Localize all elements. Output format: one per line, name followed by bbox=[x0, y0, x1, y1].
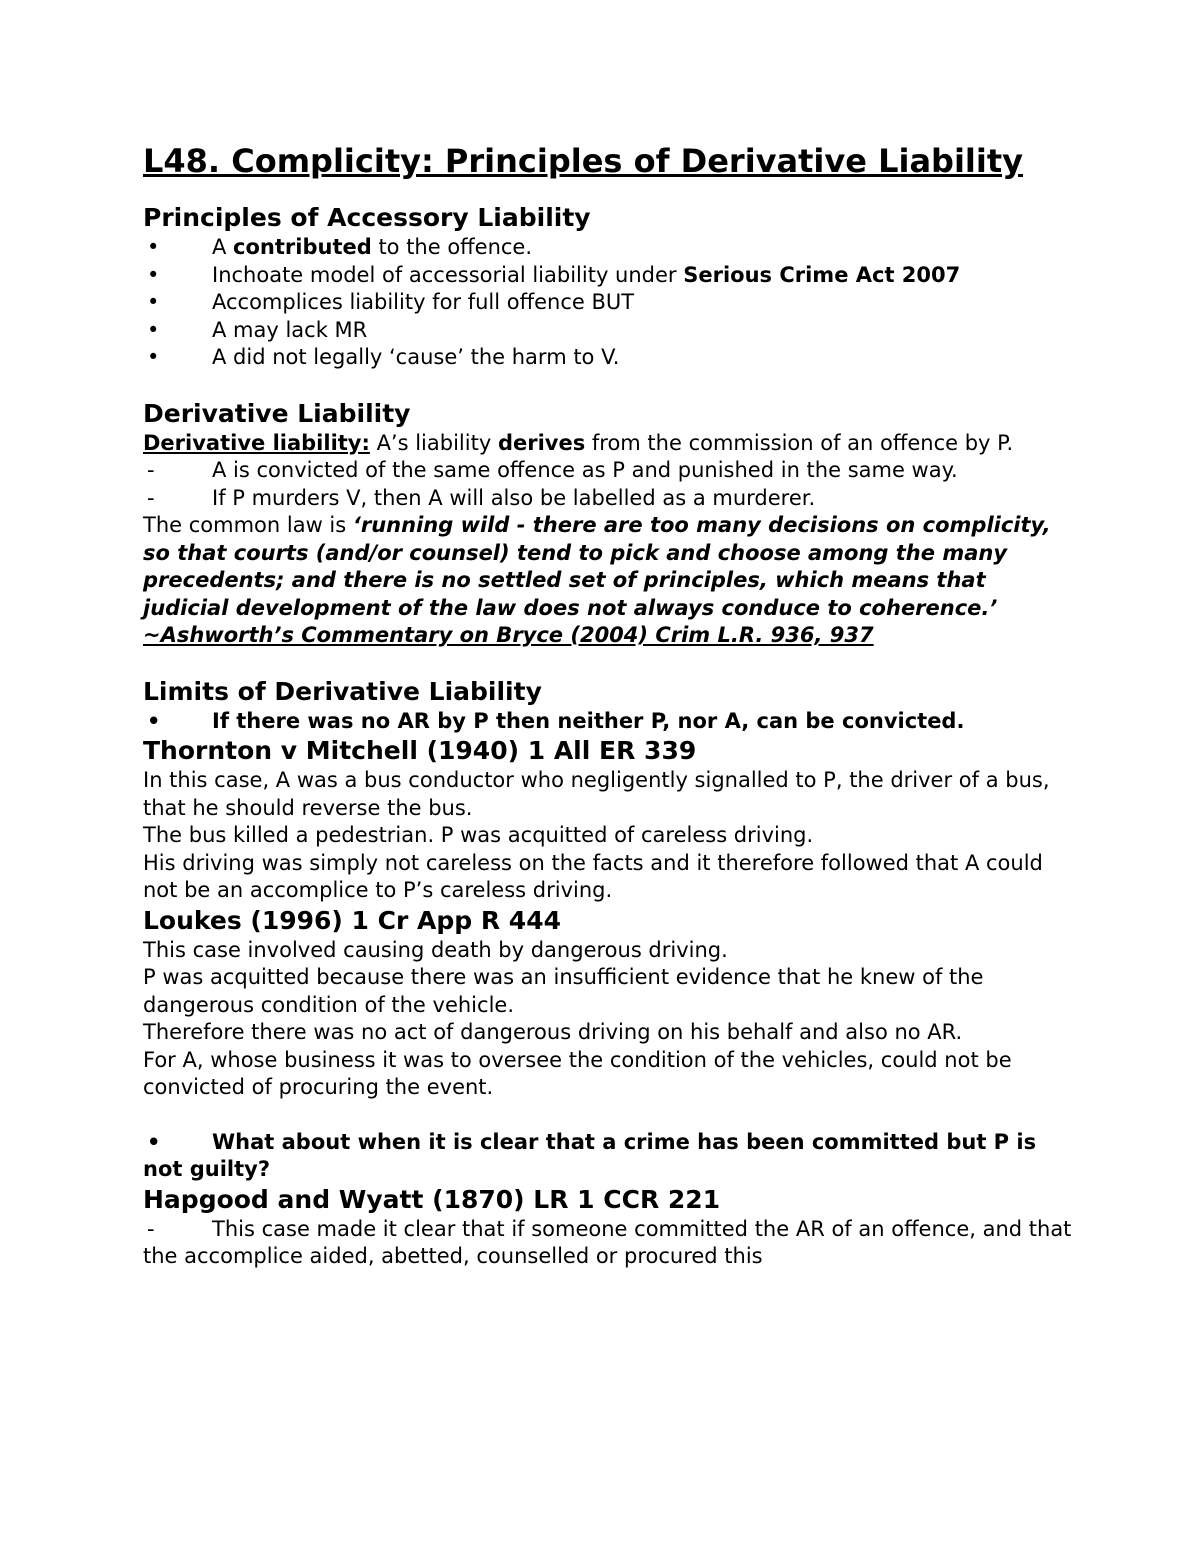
document-body bbox=[143, 140, 1073, 1271]
bold-text-run: Serious Crime Act 2007 bbox=[683, 262, 961, 287]
list-item-text: A is convicted of the same offence as P and punished in the same way. bbox=[212, 458, 958, 482]
definition-label: Derivative liability: bbox=[143, 430, 370, 455]
list-item bbox=[143, 457, 1073, 485]
dash-marker: - bbox=[147, 1216, 155, 1241]
list-item bbox=[143, 289, 1073, 317]
text-run: Inchoate model of accessorial liability under bbox=[212, 262, 684, 287]
list-item bbox=[143, 234, 1073, 262]
text-run: from the commission of an offence by P. bbox=[585, 430, 1014, 455]
case-paragraph: P was acquitted because there was an insufficient evidence that he knew of the dangerous condition of the vehicle. bbox=[143, 965, 984, 1017]
bullet-marker: • bbox=[147, 262, 160, 287]
bullet-marker: • bbox=[147, 708, 161, 733]
bullet-marker: • bbox=[147, 290, 160, 314]
case-heading-thornton: Thornton v Mitchell (1940) 1 All ER 339 bbox=[143, 736, 697, 765]
page-title: L48. Complicity: Principles of Derivative Liability bbox=[143, 142, 1023, 180]
blank-line bbox=[143, 1102, 1073, 1129]
quote-text: ‘running wild - there are too many decisions on complicity, so that courts (and/or counsel) tend to pick and choose among the many precedents; and there is no settled set of principles, which means that judicial development of the law does not always conduce to coherence.’ bbox=[143, 513, 1051, 620]
section-heading-derivative-liability: Derivative Liability bbox=[143, 398, 411, 428]
list-item bbox=[143, 317, 1073, 345]
bold-text-run: derives bbox=[497, 430, 586, 455]
list-item bbox=[143, 1216, 1073, 1271]
case-paragraph: In this case, A was a bus conductor who negligently signalled to P, the driver of a bus, that he should reverse the bus. bbox=[143, 768, 1050, 820]
text-run: A bbox=[212, 235, 234, 259]
dash-marker: - bbox=[147, 485, 155, 510]
bullet-marker: • bbox=[147, 235, 160, 259]
list-item-text: If there was no AR by P then neither P, nor A, can be convicted. bbox=[212, 708, 965, 733]
list-item-text bbox=[212, 234, 1073, 262]
list-item-text: If P murders V, then A will also be labelled as a murderer. bbox=[212, 485, 816, 510]
section-heading-accessory-liability: Principles of Accessory Liability bbox=[143, 203, 591, 232]
case-heading-hapgood: Hapgood and Wyatt (1870) LR 1 CCR 221 bbox=[143, 1184, 721, 1214]
list-item-text: What about when it is clear that a crime has been committed but P is not guilty? bbox=[143, 1129, 1037, 1181]
quote-paragraph bbox=[143, 512, 1073, 622]
text-run: The common law is bbox=[143, 513, 353, 537]
citation: ~Ashworth’s Commentary on Bryce (2004) Crim L.R. 936, 937 bbox=[143, 623, 874, 647]
list-item bbox=[143, 262, 1073, 290]
case-paragraph: Therefore there was no act of dangerous driving on his behalf and also no AR. bbox=[143, 1020, 963, 1044]
case-paragraph: This case involved causing death by dangerous driving. bbox=[143, 937, 728, 962]
list-item-text: A did not legally ‘cause’ the harm to V. bbox=[212, 345, 620, 369]
definition-paragraph bbox=[143, 430, 1073, 458]
list-item bbox=[143, 344, 1073, 372]
list-item bbox=[143, 708, 1073, 736]
case-paragraph: His driving was simply not careless on the facts and it therefore followed that A could not be an accomplice to P’s careless driving. bbox=[143, 850, 1043, 902]
bullet-marker: • bbox=[147, 317, 160, 342]
list-item bbox=[143, 485, 1073, 513]
list-item-text: Accomplices liability for full offence BUT bbox=[212, 290, 635, 314]
list-item-text bbox=[212, 262, 1073, 290]
text-run: A’s liability bbox=[369, 430, 498, 455]
section-heading-limits: Limits of Derivative Liability bbox=[143, 676, 542, 706]
list-item-text: A may lack MR bbox=[212, 317, 368, 342]
list-item-text: This case made it clear that if someone committed the AR of an offence, and that the accomplice aided, abetted, counselled or procured this bbox=[143, 1216, 1072, 1268]
case-paragraph: The bus killed a pedestrian. P was acquitted of careless driving. bbox=[143, 823, 814, 847]
case-paragraph: For A, whose business it was to oversee the condition of the vehicles, could not be convicted of procuring the event. bbox=[143, 1047, 1012, 1099]
dash-marker: - bbox=[147, 458, 155, 482]
bullet-marker: • bbox=[147, 345, 160, 369]
text-run: to the offence. bbox=[371, 235, 533, 259]
bullet-marker: • bbox=[147, 1129, 161, 1154]
list-item bbox=[143, 1129, 1073, 1184]
case-heading-loukes: Loukes (1996) 1 Cr App R 444 bbox=[143, 905, 561, 935]
bold-text-run: contributed bbox=[233, 235, 372, 259]
